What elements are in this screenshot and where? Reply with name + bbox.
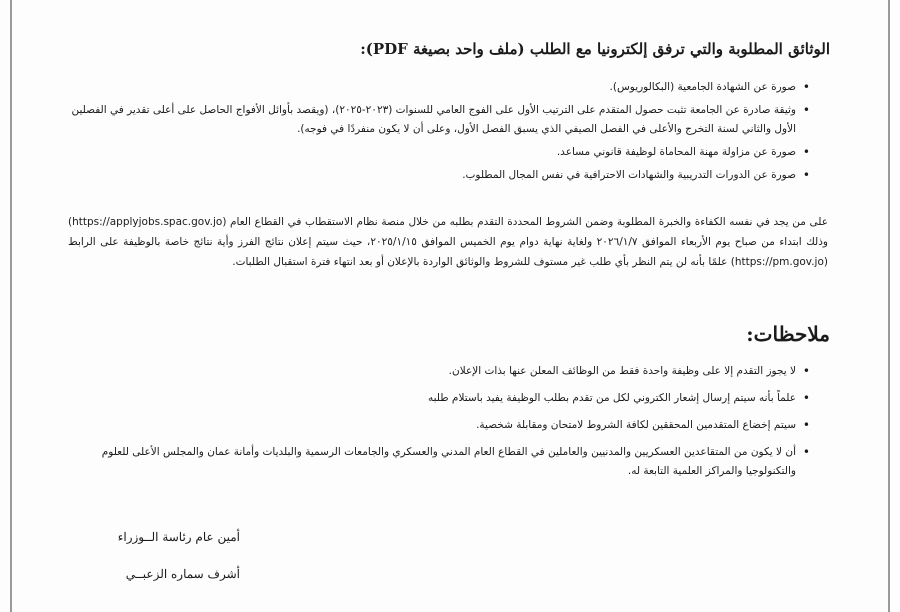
list-item: • صورة عن الشهادة الجامعية (البكالوريوس). [70,78,810,97]
notes-list [70,362,810,489]
signatory-title: أمين عام رئاسة الــوزراء [117,530,240,544]
notes-title: ملاحظات: [746,322,830,346]
list-item: • لا يجوز التقدم إلا على وظيفة واحدة فقط من الوظائف المعلن عنها بذات الإعلان. [70,362,810,381]
list-item: • علماً بأنه سيتم إرسال إشعار الكتروني لكل من تقدم بطلب الوظيفة يفيد باستلام طلبه [70,389,810,408]
list-item: • صورة عن الدورات التدريبية والشهادات الاحترافية في نفس المجال المطلوب. [70,166,810,185]
required-documents-list [70,78,810,189]
page-border-left [10,0,12,612]
application-instructions-paragraph: على من يجد في نفسه الكفاءة والخبرة المطلوبة وضمن الشروط المحددة التقدم بطلبه من خلال منصة نظام الاستقطاب في القطاع العام (https://applyjobs.spac.gov.jo) وذلك ابتداء من صباح يوم الأربعاء الموافق ٢٠٢٦/١/٧ ولغاية نهاية دوام يوم الخميس الموافق ٢٠٢٥/١/١٥، حيث سيتم إعلان نتائج الفرز وأية نتائج خاصة بالوظيفة على الرابط (https://pm.gov.jo) علمًا بأنه لن يتم النظر بأي طلب غير مستوف للشروط والوثائق الواردة بالإعلان أو بعد انتهاء فترة استقبال الطلبات. [68,216,828,268]
documents-heading: الوثائق المطلوبة والتي ترفق إلكترونيا مع الطلب (ملف واحد بصيغة PDF): [360,40,830,58]
list-item: • سيتم إخضاع المتقدمين المحققين لكافة الشروط لامتحان ومقابلة شخصية. [70,416,810,435]
page-border-right [888,0,890,612]
signatory-name: أشرف سماره الزعبــي [125,567,240,581]
list-item: • وثيقة صادرة عن الجامعة تثبت حصول المتقدم على الترتيب الأول على الفوج العامي للسنوات (٢٠٢٣-٢٠٢٥)، (ويقصد بأوائل الأفواج الحاصل على أعلى تقدير في الفصلين الأول والثاني لسنة التخرج والأعلى في الفصل الصيفي الذي يسبق الفصل الأول، وعلى أن لا يكون منفردًا في فوجه). [70,101,810,139]
list-item: • أن لا يكون من المتقاعدين العسكريين والمدنيين والعاملين في القطاع العام المدني والعسكري والجامعات الرسمية والبلديات وأمانة عمان والمجلس الأعلى للعلوم والتكنولوجيا والمراكز العلمية التابعة له. [70,443,810,481]
list-item: • صورة عن مزاولة مهنة المحاماة لوظيفة قانوني مساعد. [70,143,810,162]
